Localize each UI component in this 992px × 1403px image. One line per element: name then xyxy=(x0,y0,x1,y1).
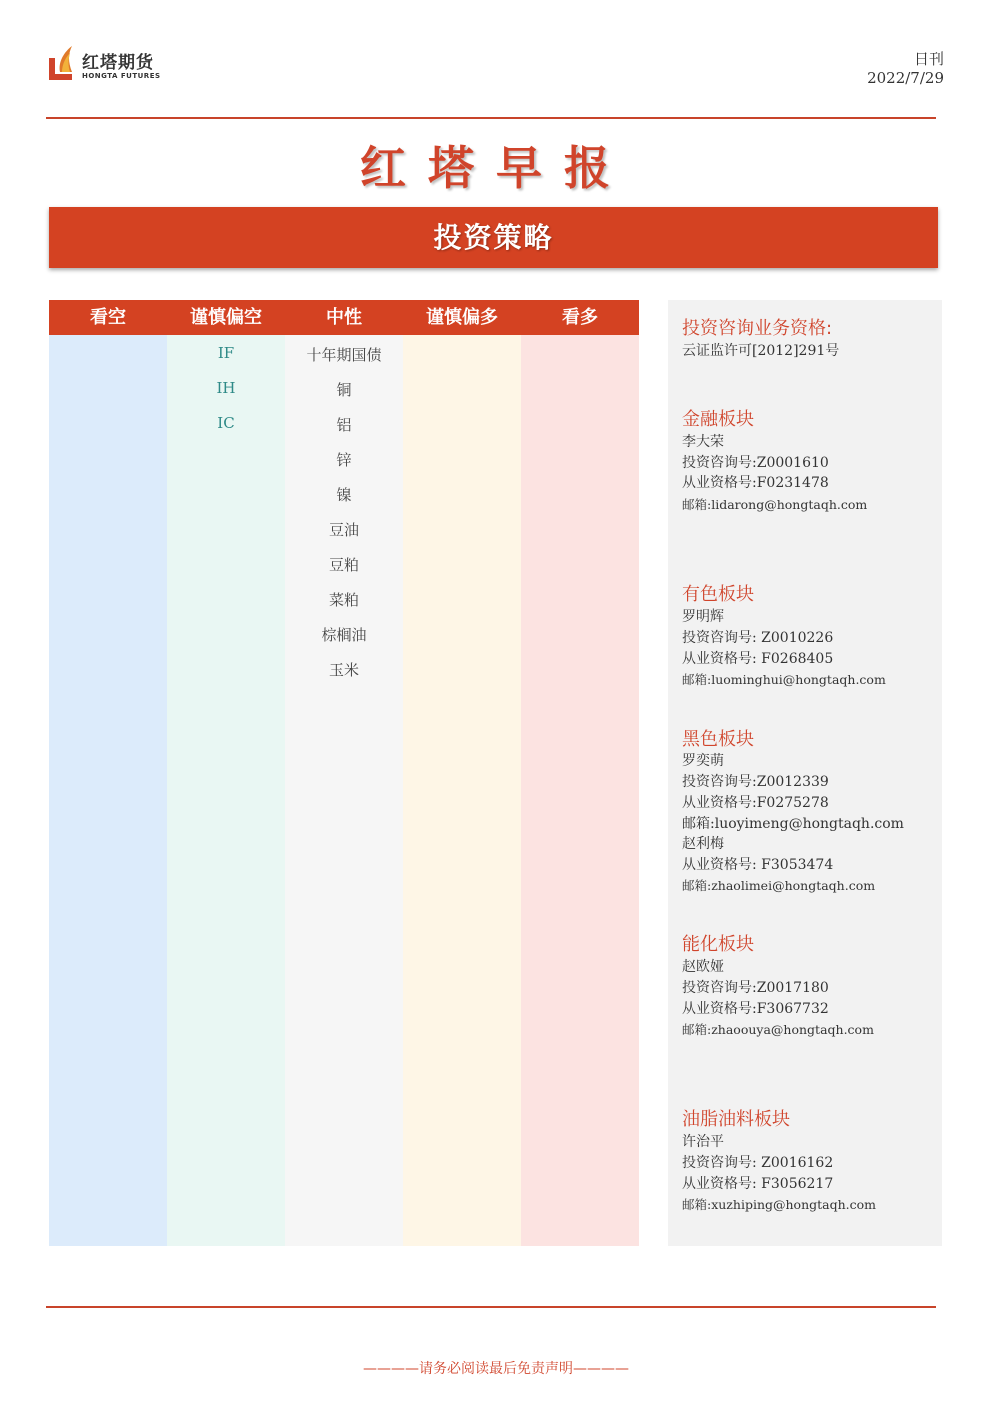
instrument-item: IF xyxy=(217,344,235,362)
license-number: 从业资格号: F3053474 xyxy=(682,857,834,873)
instrument-item: 棕榈油 xyxy=(321,626,367,644)
section-title-energy-chemical: 能化板块 xyxy=(682,934,754,955)
instrument-item: 铝 xyxy=(336,416,352,434)
column-body xyxy=(285,335,403,1246)
column-header-neutral: 中性 xyxy=(285,300,403,335)
company-logo xyxy=(46,44,176,86)
section-title-finance: 金融板块 xyxy=(682,409,754,430)
section-title-ferrous: 黑色板块 xyxy=(682,729,754,750)
instrument-item: 铜 xyxy=(336,381,352,399)
column-header-bullish: 看多 xyxy=(521,300,639,335)
analyst-name: 许治平 xyxy=(682,1134,724,1150)
logo-english-name: HONGTA FUTURES xyxy=(82,72,161,80)
logo-chinese-name: 红塔期货 xyxy=(82,53,154,73)
column-header-cautious-bullish: 谨慎偏多 xyxy=(403,300,521,335)
column-body xyxy=(521,335,639,1246)
instrument-item: IH xyxy=(216,379,236,397)
footer-divider xyxy=(46,1306,936,1308)
section-banner: 投资策略 xyxy=(49,207,938,268)
analyst-name: 赵利梅 xyxy=(682,836,724,852)
column-body xyxy=(167,335,285,1246)
column-body xyxy=(49,335,167,1246)
advisory-number: 投资咨询号: Z0010226 xyxy=(682,630,834,646)
report-title: 红塔早报 xyxy=(360,141,632,195)
analyst-email: 邮箱:zhaolimei@hongtaqh.com xyxy=(682,878,876,893)
analyst-email: 邮箱:xuzhiping@hongtaqh.com xyxy=(682,1197,877,1212)
qualification-text: 云证监许可[2012]291号 xyxy=(682,343,840,359)
instrument-item: 玉米 xyxy=(328,661,359,679)
hongta-logo-icon xyxy=(46,44,78,82)
advisory-number: 投资咨询号:Z0017180 xyxy=(682,980,829,996)
analyst-name: 赵欧娅 xyxy=(682,959,724,975)
analyst-name: 罗奕萌 xyxy=(682,753,724,769)
advisory-number: 投资咨询号:Z0012339 xyxy=(682,774,829,790)
analyst-name: 李大荣 xyxy=(682,434,724,450)
qualification-title: 投资咨询业务资格: xyxy=(682,318,833,339)
column-bearish xyxy=(49,300,167,1246)
license-number: 从业资格号: F3056217 xyxy=(682,1176,834,1192)
instrument-item: 镍 xyxy=(336,486,352,504)
analyst-name: 罗明辉 xyxy=(682,609,724,625)
header-divider xyxy=(46,117,936,119)
analyst-email: 邮箱:luominghui@hongtaqh.com xyxy=(682,672,886,687)
instrument-item: 豆油 xyxy=(328,521,359,539)
instrument-item: IC xyxy=(217,414,235,432)
section-title-nonferrous: 有色板块 xyxy=(682,584,754,605)
strategy-grid xyxy=(49,300,639,1246)
analyst-email: 邮箱:zhaoouya@hongtaqh.com xyxy=(682,1022,874,1037)
instrument-item: 锌 xyxy=(336,451,352,469)
license-number: 从业资格号: F0268405 xyxy=(682,651,834,667)
column-cautious-bullish xyxy=(403,300,521,1246)
license-number: 从业资格号:F0231478 xyxy=(682,475,829,491)
analyst-email: 邮箱:luoyimeng@hongtaqh.com xyxy=(682,816,904,832)
section-title-oils-oilseeds: 油脂油料板块 xyxy=(682,1109,790,1130)
issue-date: 2022/7/29 xyxy=(867,69,944,87)
instrument-item: 豆粕 xyxy=(328,556,359,574)
column-bullish xyxy=(521,300,639,1246)
disclaimer-notice: ————请务必阅读最后免责声明———— xyxy=(363,1361,629,1377)
column-header-bearish: 看空 xyxy=(49,300,167,335)
instrument-item: 菜粕 xyxy=(328,591,359,609)
analyst-email: 邮箱:lidarong@hongtaqh.com xyxy=(682,497,868,512)
column-header-cautious-bearish: 谨慎偏空 xyxy=(167,300,285,335)
column-body xyxy=(403,335,521,1246)
column-cautious-bearish xyxy=(167,300,285,1246)
instrument-item: 十年期国债 xyxy=(306,346,382,364)
advisory-number: 投资咨询号:Z0001610 xyxy=(682,455,829,471)
license-number: 从业资格号:F0275278 xyxy=(682,795,829,811)
column-neutral xyxy=(285,300,403,1246)
issue-type: 日刊 xyxy=(913,50,944,68)
license-number: 从业资格号:F3067732 xyxy=(682,1001,829,1017)
analyst-sidebar xyxy=(668,300,942,1246)
advisory-number: 投资咨询号: Z0016162 xyxy=(682,1155,834,1171)
